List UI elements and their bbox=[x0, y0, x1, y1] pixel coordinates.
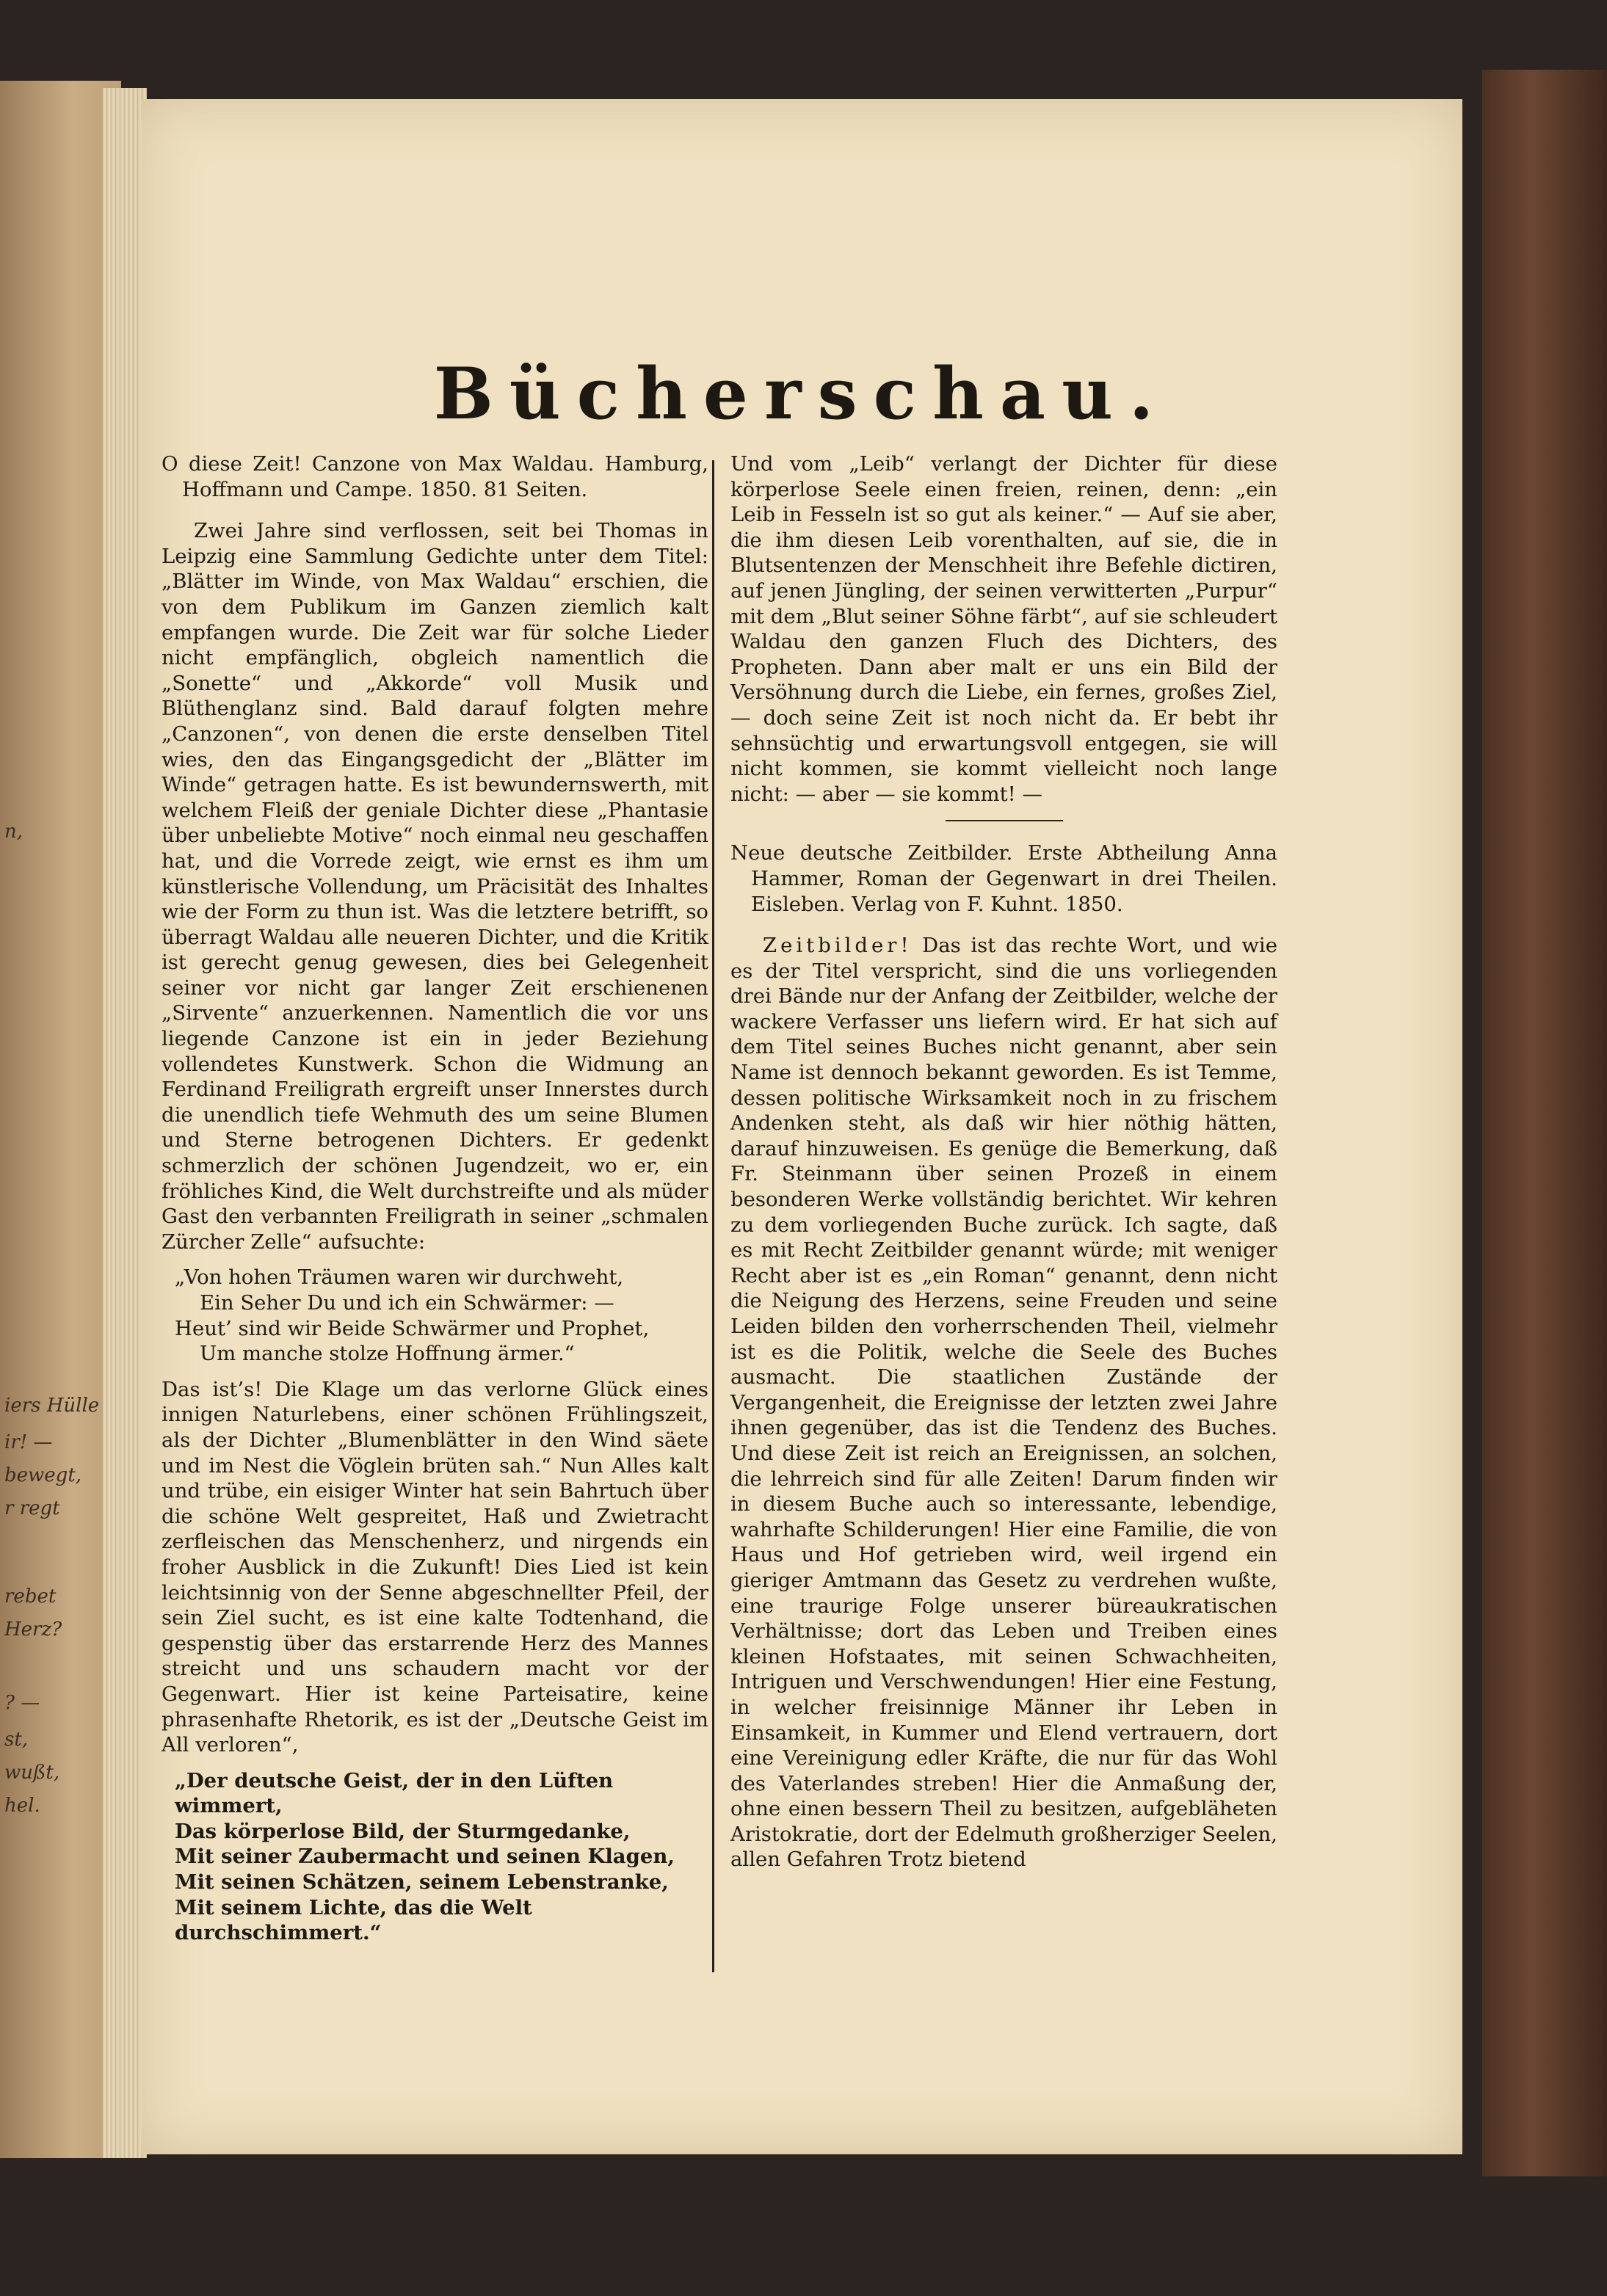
left-page-text-fragment: r regt bbox=[4, 1497, 60, 1519]
review-paragraph: Und vom „Leib“ verlangt der Dichter für diese körperlose Seele einen freien, reinen, denn: „ein Leib in Fesseln ist so gut als keiner.“ — Auf sie aber, die ihm diesen Leib vorenthalten, auf sie, die in Blutsentenzen der Menschheit ihre Befehle dictiren, auf jenen Jüngling, der seinen verwitterten „Purpur“ mit dem „Blut seiner Söhne färbt“, auf sie schleudert Waldau den ganzen Fluch des Dichters, des Propheten. Dann aber malt er uns ein Bild der Versöhnung durch die Liebe, ein fernes, großes Ziel, — doch seine Zeit ist noch nicht da. Er bebt ihr sehnsüchtig und erwartungsvoll entgegen, sie will nicht kommen, sie kommt vielleicht noch lange nicht: — aber — sie kommt! — bbox=[730, 452, 1277, 806]
section-rule bbox=[946, 820, 1063, 821]
review-paragraph: Zwei Jahre sind verflossen, seit bei Thomas in Leipzig eine Sammlung Gedichte unter dem Titel: „Blätter im Winde, von Max Waldau“ erschien, die von dem Publikum im Ganzen ziemlich kalt empfangen wurde. Die Zeit war für solche Lieder nicht empfänglich, obgleich namentlich die „Sonette“ und „Akkorde“ voll Musik und Blüthenglanz sind. Bald darauf folgten mehre „Canzonen“, von denen die erste denselben Titel wies, den das Eingangsgedicht der „Blätter im Winde“ getragen hatte. Es ist bewundernswerth, mit welchem Fleiß der geniale Dichter diese „Phantasie über unbeliebte Motive“ noch einmal neu geschaffen hat, und die Vorrede zeigt, wie ernst es ihm um künstlerische Vollendung, um Präcisität des Inhaltes wie der Form zu thun ist. Was die letztere betrifft, so überragt Waldau alle neueren Dichter, und die Kritik ist gerecht genug gewesen, dies bei Gelegenheit seiner vor nicht gar langer Zeit erschienenen „Sirvente“ anzuerkennen. Namentlich die vor uns liegende Canzone ist ein in jeder Beziehung vollendetes Kunstwerk. Schon die Widmung an Ferdinand Freiligrath ergreift unser Innerstes durch die unendlich tiefe Wehmuth des um seine Blumen und Sterne betrogenen Dichters. Er gedenkt schmerzlich der schönen Jugendzeit, wo er, ein fröhliches Kind, die Welt durchstreifte und als müder Gast den verbannten Freiligrath in seiner „schmalen Zürcher Zelle“ aufsuchte: bbox=[162, 519, 708, 1254]
verse-line: Das körperlose Bild, der Sturmgedanke, bbox=[175, 1819, 631, 1843]
left-page-text-fragment: hel. bbox=[4, 1795, 40, 1817]
lead-word: Zeitbilder! bbox=[763, 934, 913, 958]
verse-quote-2 bbox=[175, 1768, 708, 1946]
paragraph-text: Das ist das rechte Wort, und wie es der Titel verspricht, sind die uns vorliegenden drei Bände nur der Anfang der Zeitbilder, welche der wackere Verfasser uns liefern wird. Er hat sich auf dem Titel seines Buches nicht genannt, aber sein Name ist dennoch bekannt geworden. Es ist Temme, dessen politische Wirksamkeit noch in zu frischem Andenken steht, als daß wir hier nöthig hätten, darauf hinzuweisen. Es genüge die Bemerkung, daß Fr. Steinmann über seinen Prozeß in einem besonderen Werke vollständig berichtet. Wir kehren zu dem vorliegenden Buche zurück. Ich sagte, daß es mit Recht Zeitbilder genannt würde; mit weniger Recht aber ist es „ein Roman“ genannt, denn nicht die Neigung des Herzens, seine Freuden und seine Leiden bilden den vorherrschenden Theil, vielmehr ist es die Politik, welche die Seele des Buches ausmacht. Die staatlichen Zustände der Vergangenheit, die Ereignisse der letzten zwei Jahre ihnen gegenüber, das ist die Tendenz des Buches. Und diese Zeit ist reich an Ereignissen, an solchen, die lehrreich sind für alle Zeiten! Darum finden wir in diesem Buche auch so interessante, lebendige, wahrhafte Schilderungen! Hier eine Familie, die von Haus und Hof getrieben wird, weil irgend ein gieriger Amtmann das Gesetz zu verdrehen wußte, eine traurige Folge unserer büreaukratischen Verhältnisse; dort das Leben und Treiben eines kleinen Hofstaates, mit seinen Schwachheiten, Intriguen und Verschwendungen! Hier eine Festung, in welcher freisinnige Männer ihr Leben in Einsamkeit, in Kummer und Elend vertrauern, dort eine Vereinigung edler Kräfte, die nur für das Wohl des Vaterlandes streben! Hier die Anmaßung der, ohne einen bessern Theil zu besitzen, aufgebläheten Aristokratie, dort der Edelmuth großherziger Seelen, allen Gefahren Trotz bietend bbox=[730, 934, 1277, 1872]
page-title: Bücherschau. bbox=[433, 352, 1170, 435]
left-page-text-fragment: rebet bbox=[4, 1585, 57, 1607]
verse-quote-1 bbox=[175, 1265, 708, 1366]
left-page-text-fragment: n, bbox=[4, 821, 23, 843]
verse-line: Ein Seher Du und ich ein Schwärmer: — bbox=[200, 1291, 614, 1315]
left-page-text-fragment: Herz? bbox=[4, 1619, 62, 1641]
right-column bbox=[730, 451, 1277, 1872]
left-page-text-fragment: st, bbox=[4, 1729, 29, 1751]
left-page-text-fragment: ? — bbox=[4, 1692, 40, 1714]
left-column bbox=[162, 451, 708, 1956]
verse-line: Mit seiner Zaubermacht und seinen Klagen, bbox=[175, 1845, 675, 1869]
verse-line: „Der deutsche Geist, der in den Lüften wimmert, bbox=[175, 1768, 614, 1818]
verse-line: „Von hohen Träumen waren wir durchweht, bbox=[175, 1265, 624, 1290]
review-paragraph: Das ist’s! Die Klage um das verlorne Glück eines innigen Naturlebens, einer schönen Frühlingszeit, als der Dichter „Blumenblätter in den Wind säete und im Nest die Vöglein brüten sah.“ Nun Alles kalt und trübe, ein eisiger Winter hat sein Bahrtuch über die schöne Welt gespreitet, Haß und Zwietracht zerfleischen das Menschenherz, und nirgends ein froher Ausblick in die Zukunft! Dies Lied ist kein leichtsinnig von der Senne abgeschnellter Pfeil, der sein Ziel sucht, es ist eine kalte Todtenhand, die gespenstig über das erstarrende Herz des Mannes streicht und uns schaudern macht vor der Gegenwart. Hier ist keine Parteisatire, keine phrasenhafte Rhetorik, es ist der „Deutsche Geist im All verloren“, bbox=[162, 1377, 708, 1757]
column-divider bbox=[712, 460, 714, 1972]
left-page-text-fragment: bewegt, bbox=[4, 1464, 82, 1486]
verse-line: Mit seinen Schätzen, seinem Lebenstranke, bbox=[175, 1870, 669, 1894]
left-page-text-fragment: wußt, bbox=[4, 1762, 60, 1784]
verse-line: Heut’ sind wir Beide Schwärmer und Prophet, bbox=[175, 1316, 650, 1340]
review-heading-waldau: O diese Zeit! Canzone von Max Waldau. Hamburg, Hoffmann und Campe. 1850. 81 Seiten. bbox=[162, 452, 708, 501]
book-page bbox=[141, 99, 1462, 2154]
page-stack-edge bbox=[103, 88, 147, 2158]
verse-line: Um manche stolze Hoffnung ärmer.“ bbox=[200, 1342, 575, 1366]
verse-line: Mit seinem Lichte, das die Welt durchschimmert.“ bbox=[175, 1895, 532, 1945]
review-heading-zeitbilder: Neue deutsche Zeitbilder. Erste Abtheilung Anna Hammer, Roman der Gegenwart in drei Theilen. Eisleben. Verlag von F. Kuhnt. 1850. bbox=[730, 841, 1277, 916]
review-paragraph bbox=[730, 933, 1277, 1872]
book-cover-edge bbox=[1482, 70, 1607, 2176]
left-page-text-fragment: iers Hülle bbox=[4, 1395, 100, 1417]
left-page-text-fragment: ir! — bbox=[4, 1431, 53, 1453]
